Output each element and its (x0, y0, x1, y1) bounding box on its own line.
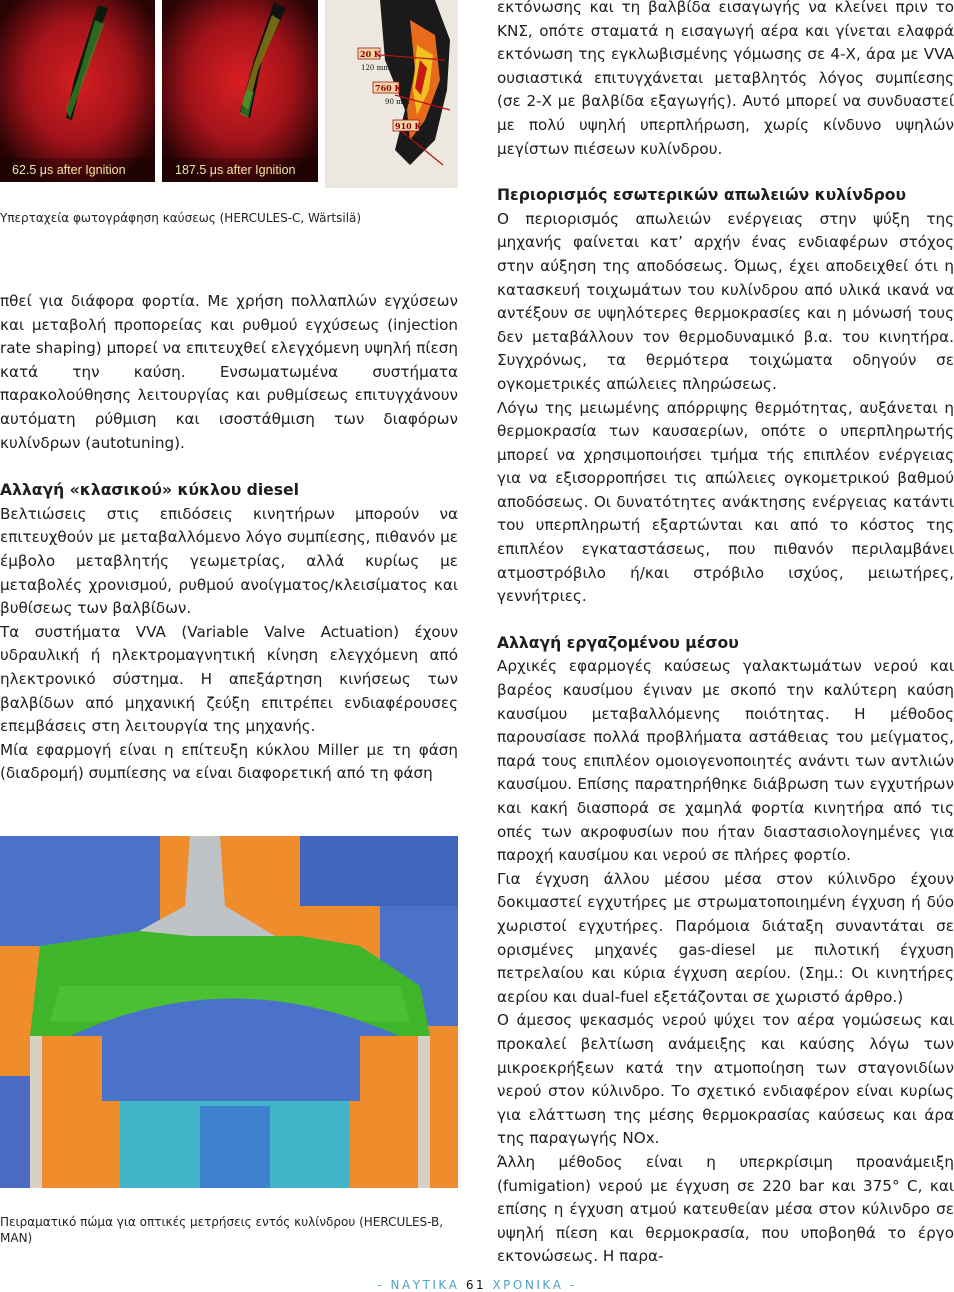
combustion-image-2 (162, 0, 318, 182)
section-heading-medium: Αλλαγή εργαζομένου μέσου (497, 633, 739, 652)
paragraph: Μία εφαρμογή είναι η επίτευξη κύκλου Miller με τη φάση (διαδρομή) συμπίεσης να είναι διαφορετική από τη φάση (0, 740, 458, 783)
combustion-image-3 (325, 0, 458, 188)
left-column (0, 290, 458, 786)
page-footer (0, 1278, 954, 1292)
panel-2-label: 187.5 μs after Ignition (175, 163, 296, 177)
right-column (497, 0, 954, 1269)
engine-head-caption: Πειραματικό πώμα για οπτικές μετρήσεις εντός κυλίνδρου (HERCULES-B, MAN) (0, 1215, 444, 1245)
paragraph: Λόγω της μειωμένης απόρριψης θερμότητας, αυξάνεται η θερμοκρασία των καυσαερίων, οπότε ο υπερπληρωτής μπορεί να χρησιμοποιήσει τμήμα τής επιπλέον ενέργειας για να εξισορροπήσει τις απώλειες ογκομετρικού βαθμού αποδόσεως. Οι δυνατότητες ανάκτησης ενέργειας κατάντι του υπερπληρωτή εξαρτώνται και από το κόστος της επιπλέον εγκαταστάσεως, που πιθανόν περιλαμβάνει ατμοστρόβιλο ή/και στρόβιλο ισχύος, μειωτήρες, γεννήτριες. (497, 398, 954, 606)
section-heading-losses: Περιορισμός εσωτερικών απωλειών κυλίνδρου (497, 186, 906, 205)
paragraph: Ο άμεσος ψεκασμός νερού ψύχει τον αέρα γομώσεως και προκαλεί βελτίωση ανάμειξης και καύσης λόγω των μικροεκρήξεων κατά την ατμοποίηση των σταγονιδίων νερού στον κύλινδρο. Το σχετικό ενδιαφέρον είναι κυρίως για ελάττωση της μέσης θερμοκρασίας καύσεως και άρα της παραγωγής NOx. (497, 1011, 954, 1148)
paragraph: Τα συστήματα VVA (Variable Valve Actuation) έχουν υδραυλική ή ηλεκτρομαγνητική κίνηση ελεγχόμενη από ηλεκτρονικό σύστημα. Η απεξάρτηση κινήσεως των βαλβίδων από μηχανική ζεύξη επιτρέπει ενδιαφέρουσες επεμβάσεις στη λειτουργία της μηχανής. (0, 622, 458, 736)
dist-label-3: 25 mm (401, 135, 426, 143)
combustion-photo-1 (0, 0, 155, 182)
paragraph: εκτόνωσης και τη βαλβίδα εισαγωγής να κλείνει πριν το ΚΝΣ, οπότε σταματά η εισαγωγή αέρα και γίνεται ελαφρά εκτόνωση της εγκλωβισμένης γόμωσης σε 4-Χ, άρα με VVA ουσιαστικά επιτυγχάνεται μεταβλητός λόγος συμπίεσης (σε 2-Χ με βαλβίδα εξαγωγής). Αυτό μπορεί να συνδυαστεί με πολύ υψηλή υπερπλήρωση, χωρίς κίνδυνο υψηλών μεγίστων πιέσεων κυλίνδρου. (497, 0, 954, 158)
footer-left: - ΝΑΥΤΙΚΑ (377, 1278, 460, 1292)
page-number: 61 (465, 1278, 487, 1292)
paragraph: Ο περιορισμός απωλειών ενέργειας στην ψύξη της μηχανής φαίνεται κατ’ αρχήν ένας ενδιαφέρων στόχος στην αύξηση της αποδόσεως. Όμως, έχει αποδειχθεί ότι η κατασκευή τοιχωμάτων του κυλίνδρου από υλικά ικανά να αντέξουν σε υψηλότερες θερμοκρασίες και η μόνωσή τους δεν μεταβάλλουν τον θερμοδυναμικό β.α. του κινητήρα. Συγχρόνως, τα θερμότερα τοιχώματα οδηγούν σε ογκομετρικές απώλειες πληρώσεως. (497, 209, 954, 393)
temp-label-1: 20 K (360, 49, 381, 59)
combustion-photo-3 (325, 0, 458, 188)
combustion-caption: Υπερταχεία φωτογράφηση καύσεως (HERCULES-C, Wärtsilä) (0, 211, 362, 225)
temp-label-3: 910 K (395, 121, 422, 131)
paragraph: πθεί για διάφορα φορτία. Με χρήση πολλαπλών εγχύσεων και μεταβολή προπορείας και ρυθμού εγχύσεως (injection rate shaping) μπορεί να επιτευχθεί ελεγχόμενη υψηλή πίεση κατά την καύση. Ενσωματωμένα συστήματα παρακολούθησης λειτουργίας και ρυθμίσεως επιτυγχάνουν αυτόματη ρύθμιση και ισοστάθμιση των διαφόρων κυλίνδρων (autotuning). (0, 292, 458, 452)
paragraph: Για έγχυση άλλου μέσου μέσα στον κύλινδρο έχουν δοκιμαστεί εγχυτήρες με στρωματοποιημένη έγχυση ή δύο χωριστοί εγχυτήρες. Παρόμοια διάταξη συναντάται σε ορισμένες μηχανές gas-diesel με πιλοτική έγχυση πετρελαίου και κύρια έγχυση αερίου. (Σημ.: Οι κινητήρες αερίου και dual-fuel εξετάζονται σε χωριστό άρθρο.) (497, 869, 954, 1006)
panel-1-label: 62.5 μs after Ignition (12, 163, 126, 177)
paragraph: Άλλη μέθοδος είναι η υπερκρίσιμη προανάμειξη (fumigation) νερού με έγχυση σε 220 bar και 375° C, και επίσης η έγχυση ατμού κατευθείαν μέσα στον κύλινδρο σε υψηλή πίεση και θερμοκρασία, που υποβοηθά το έργο εκτονώσεως. Η παρα- (497, 1152, 954, 1266)
paragraph: Βελτιώσεις στις επιδόσεις κινητήρων μπορούν να επιτευχθούν με μεταβαλλόμενο λόγο συμπίεσης, πιθανόν με έμβολο μεταβλητής γεωμετρίας, αλλά κυρίως με μεταβολές χρονισμού, ρυθμού ανοίγματος/κλεισίματος και βυθίσεως των βαλβίδων. (0, 504, 458, 618)
engine-head-image (0, 836, 458, 1188)
combustion-image-1 (0, 0, 155, 182)
dist-label-1: 120 mm (361, 64, 390, 72)
temp-label-2: 760 K (375, 83, 402, 93)
section-heading-cycle: Αλλαγή «κλασικού» κύκλου diesel (0, 481, 299, 500)
dist-label-2: 90 mm (385, 98, 410, 106)
combustion-photo-2 (162, 0, 318, 182)
engine-head-figure (0, 836, 458, 1188)
footer-right: ΧΡΟΝΙΚΑ - (492, 1278, 577, 1292)
paragraph: Αρχικές εφαρμογές καύσεως γαλακτωμάτων νερού και βαρέος καυσίμου έγιναν με σκοπό την καλύτερη καύση καυσίμου μεταβαλλόμενης ποιότητας. Η μέθοδος παρουσίασε πολλά προβλήματα αστάθειας του μείγματος, παρά τους επιπλέον ομοιογενοποιητές ανάντι των αντλιών καυσίμου. Επίσης παρατηρήθηκε διάβρωση των εγχυτήρων και κακή διασπορά σε χαμηλά φορτία κινητήρα από τις οπές των ακροφυσίων που ήταν διαστασιολογημένες για παροχή καυσίμου και νερού σε πλήρες φορτίο. (497, 657, 954, 865)
